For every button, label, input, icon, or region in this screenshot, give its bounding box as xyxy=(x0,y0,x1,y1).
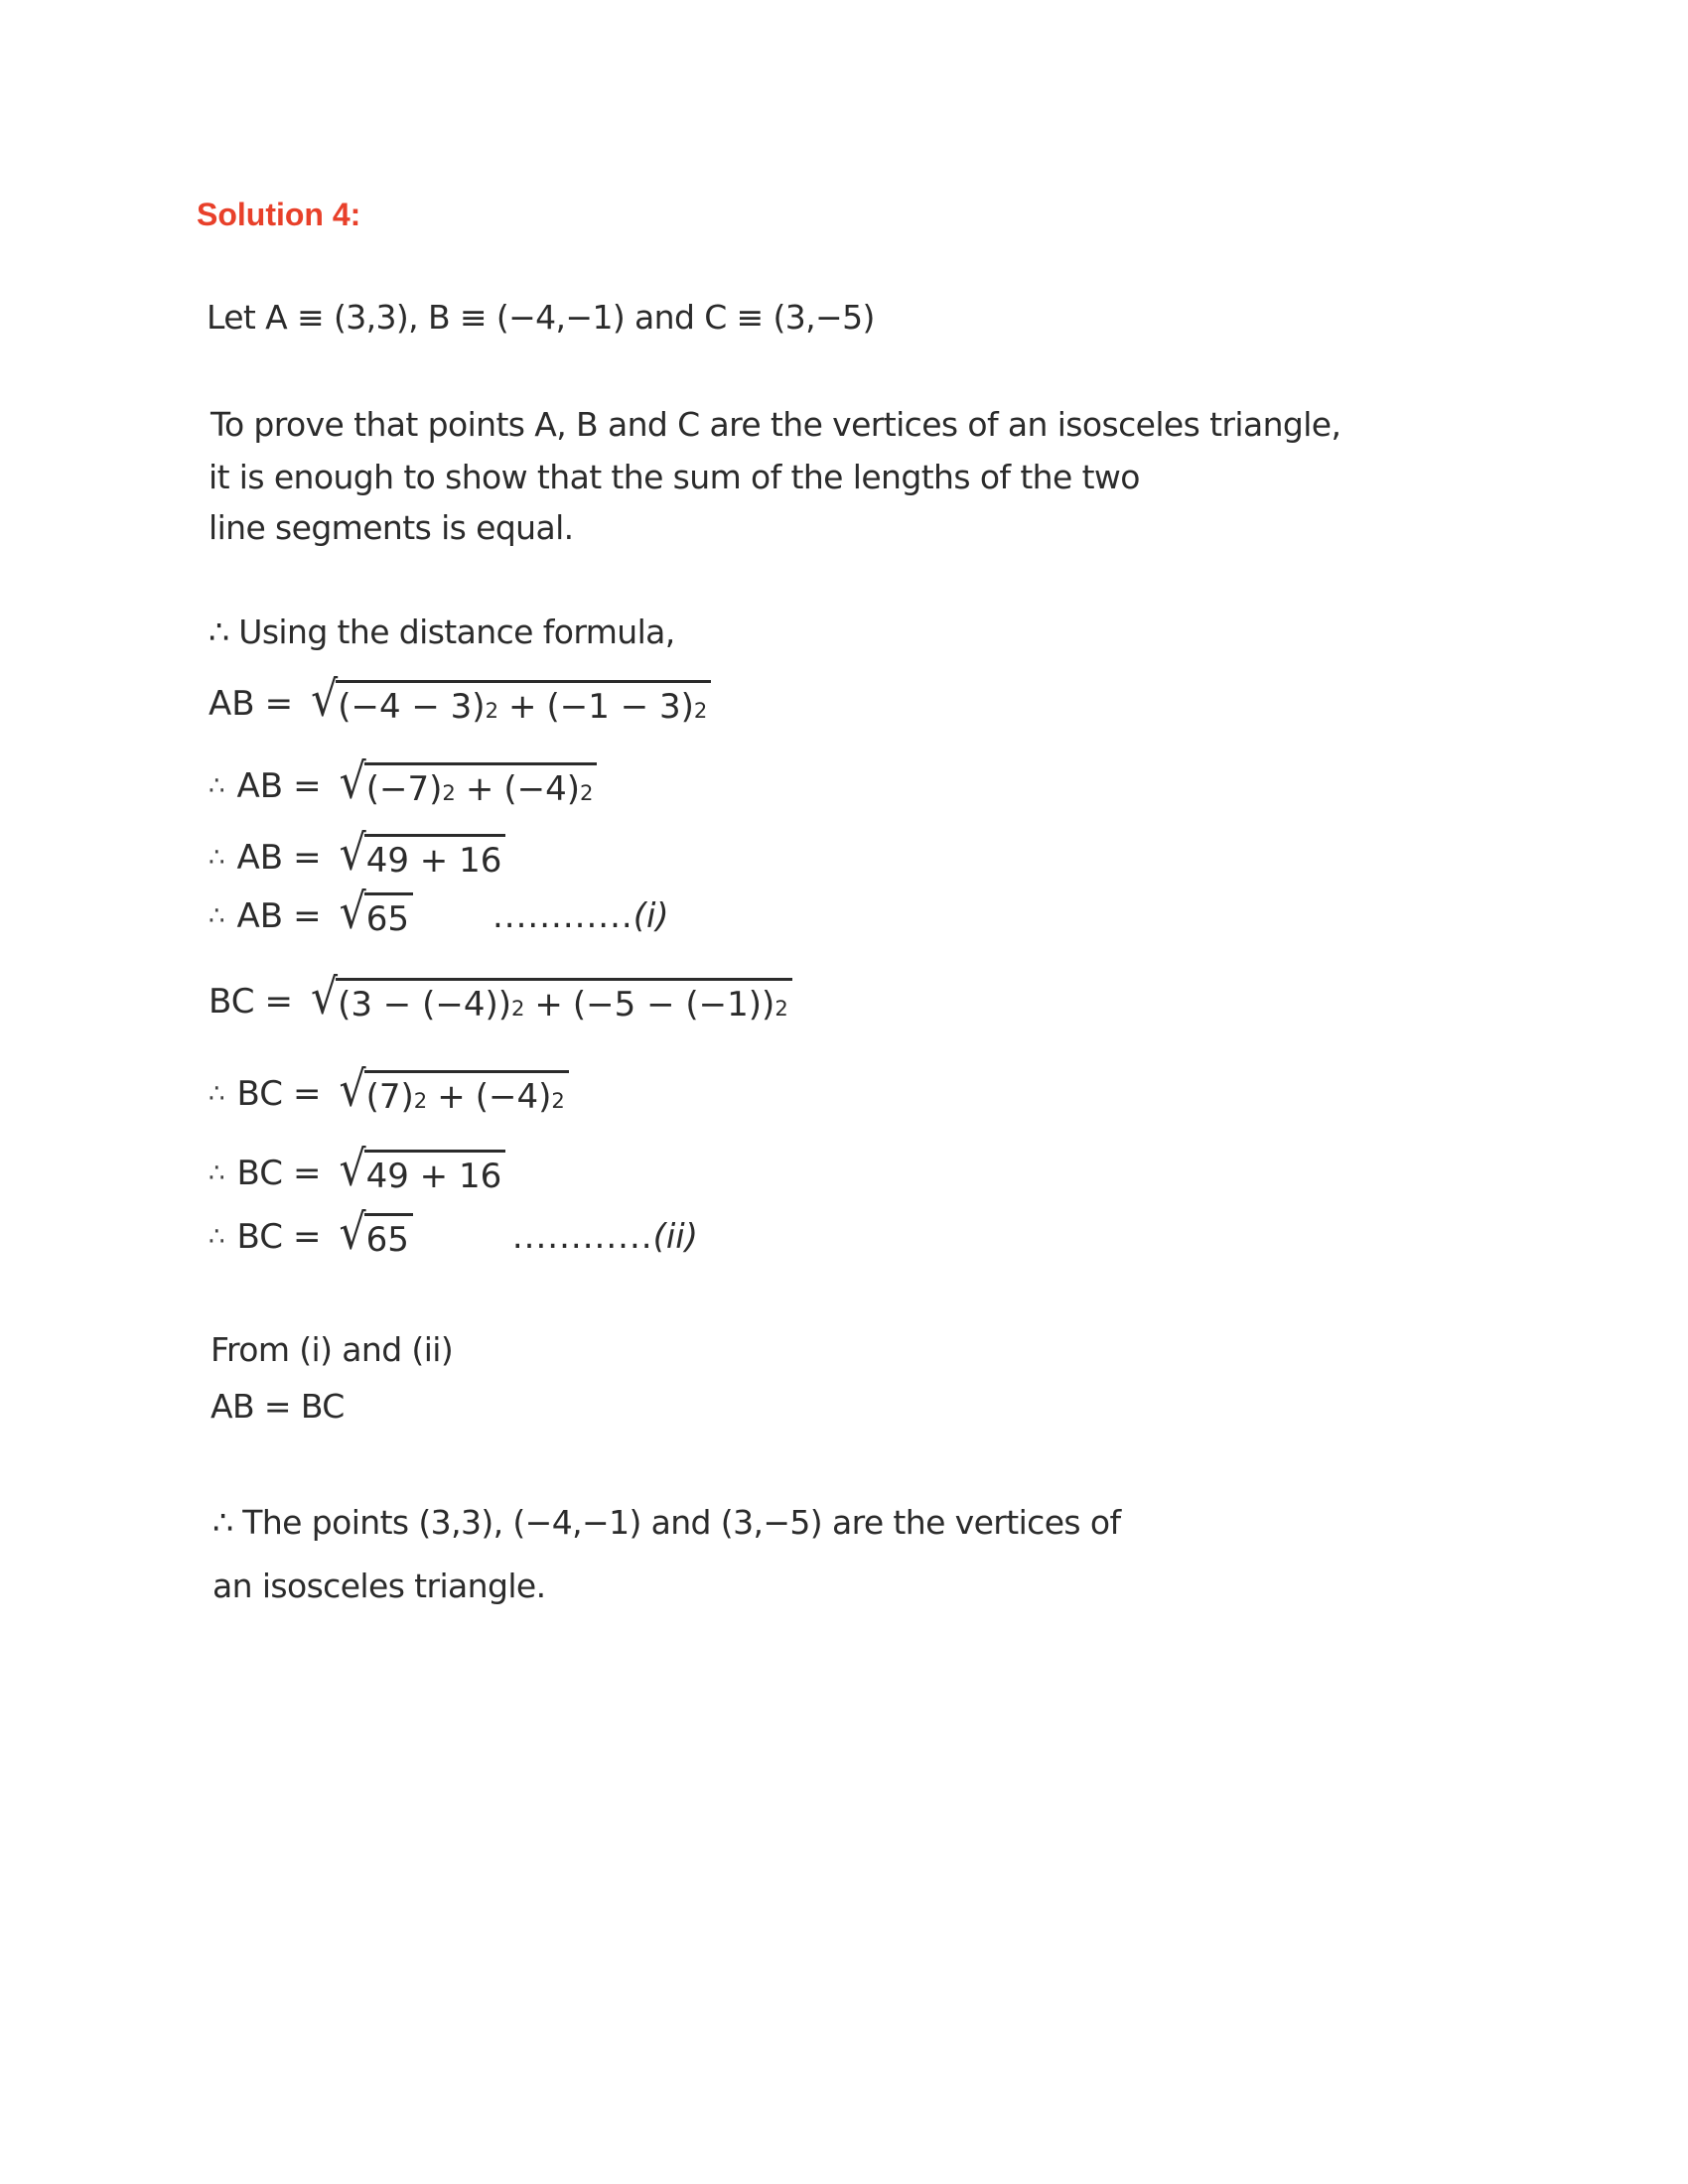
sqrt-expression: √ 49 + 16 xyxy=(340,834,506,881)
intro-line-3: line segments is equal. xyxy=(209,508,574,547)
conclusion-line-2: an isosceles triangle. xyxy=(212,1567,546,1605)
ab-step-4: ∴ AB = √ 65 ............ (i) xyxy=(209,884,669,941)
bc-label: BC xyxy=(209,981,255,1022)
sqrt-expression: √ (−7) 2 + (−4) 2 xyxy=(340,762,598,809)
bc-step-3: ∴ BC = √ 49 + 16 xyxy=(209,1150,505,1196)
ab-step-3: ∴ AB = √ 49 + 16 xyxy=(209,834,505,881)
given-points: Let A ≡ (3,3), B ≡ (−4,−1) and C ≡ (3,−5) xyxy=(207,298,875,337)
sqrt-expression: √ 65 xyxy=(340,1213,413,1260)
conclusion-line-1: ∴ The points (3,3), (−4,−1) and (3,−5) are the vertices of xyxy=(212,1503,1121,1542)
intro-line-2: it is enough to show that the sum of the lengths of the two xyxy=(209,458,1140,496)
intro-line-1: To prove that points A, B and C are the vertices of an isosceles triangle, xyxy=(211,405,1341,444)
sqrt-expression: √ (−4 − 3) 2 + (−1 − 3) 2 xyxy=(311,680,711,727)
ab-step-1: AB = √ (−4 − 3) 2 + (−1 − 3) 2 xyxy=(209,680,711,727)
sqrt-expression: √ 65 xyxy=(340,892,413,939)
therefore-symbol: ∴ xyxy=(209,770,225,801)
leader-dots: ............ xyxy=(492,895,633,936)
leader-dots: ............ xyxy=(511,1216,653,1257)
bc-step-2: ∴ BC = √ (7) 2 + (−4) 2 xyxy=(209,1070,569,1117)
ab-step-2: ∴ AB = √ (−7) 2 + (−4) 2 xyxy=(209,762,597,809)
solution-heading: Solution 4: xyxy=(197,197,361,232)
bc-step-1: BC = √ (3 − (−4)) 2 + (−5 − (−1)) 2 xyxy=(209,978,792,1024)
sqrt-expression: √ (3 − (−4)) 2 + (−5 − (−1)) 2 xyxy=(311,978,792,1024)
equation-label-i: (i) xyxy=(633,895,669,936)
equation-label-ii: (ii) xyxy=(652,1216,698,1257)
sqrt-expression: √ (7) 2 + (−4) 2 xyxy=(340,1070,569,1117)
from-line: From (i) and (ii) xyxy=(211,1330,454,1369)
ab-label: AB xyxy=(209,683,255,724)
method-line: ∴ Using the distance formula, xyxy=(209,613,675,651)
bc-step-4: ∴ BC = √ 65 ............ (ii) xyxy=(209,1204,698,1262)
sqrt-expression: √ 49 + 16 xyxy=(340,1150,506,1196)
result-line: AB = BC xyxy=(211,1387,345,1426)
